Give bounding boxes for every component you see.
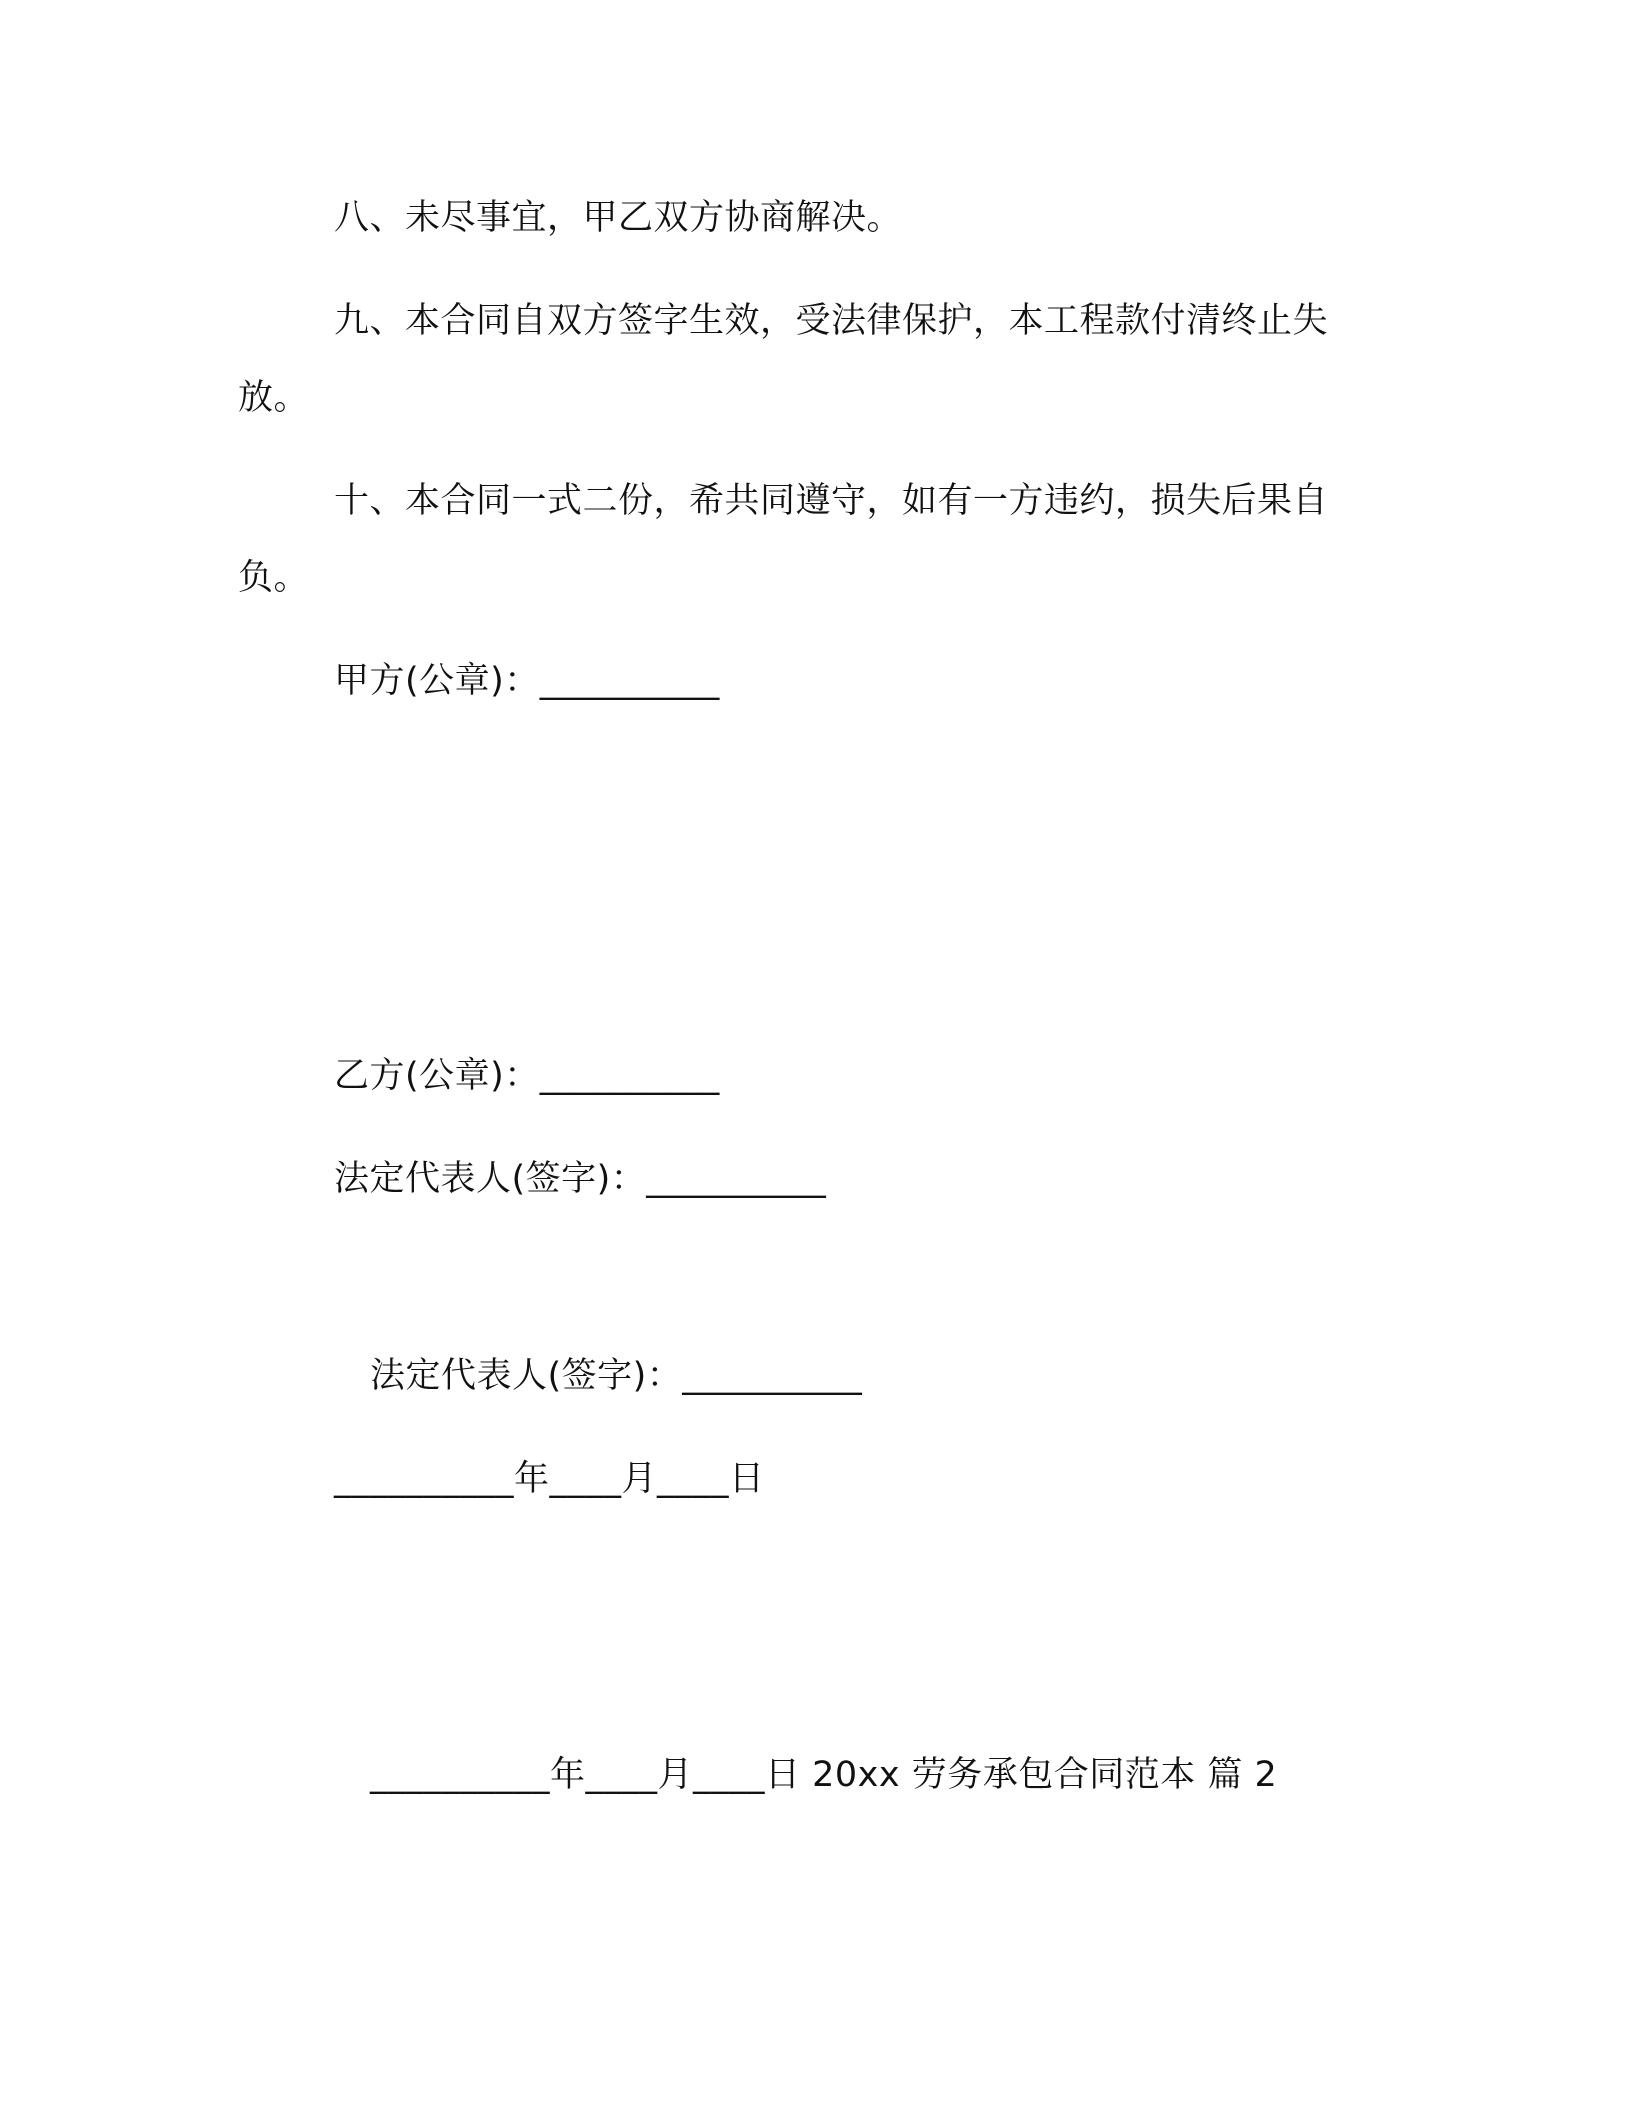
- clause-10-text-line-1: 十、本合同一式二份，希共同遵守，如有一方违约，损失后果自: [334, 481, 1329, 521]
- clause-8-text: 八、未尽事宜，甲乙双方协商解决。: [334, 198, 903, 238]
- clause-10-text-line-2: 负。: [238, 558, 310, 598]
- legal-rep-signature-2: 法定代表人(签字)：__________: [370, 1356, 863, 1396]
- date-field-2-and-section-title: __________年____月____日 20xx 劳务承包合同范本 篇 2: [370, 1755, 1278, 1795]
- clause-9-text-line-2: 放。: [238, 378, 310, 418]
- clause-9-text-line-1: 九、本合同自双方签字生效，受法律保护，本工程款付清终止失: [334, 301, 1329, 341]
- party-b-seal-field: 乙方(公章)：__________: [334, 1056, 720, 1096]
- date-field-1: __________年____月____日: [334, 1459, 765, 1499]
- legal-rep-signature-1: 法定代表人(签字)：__________: [334, 1159, 827, 1199]
- party-a-seal-field: 甲方(公章)：__________: [334, 661, 720, 701]
